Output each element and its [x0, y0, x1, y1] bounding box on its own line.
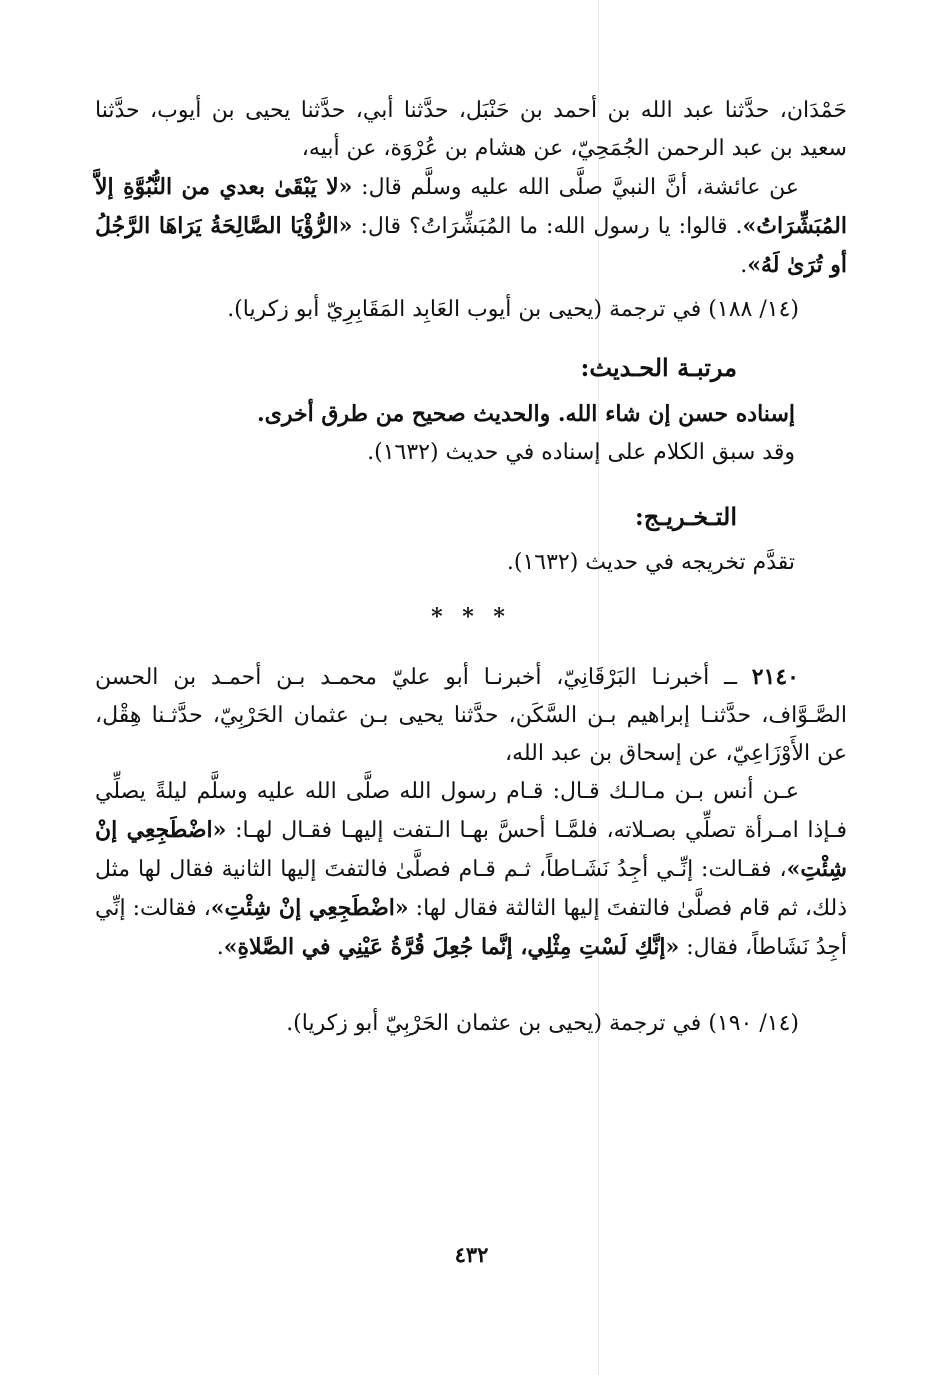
document-page — [95, 92, 847, 1043]
hadith-quote-1: «لا يَبْقَىٰ بعدي من النُّبُوَّةِ إلاَّ المُبَشِّرَاتُ» — [95, 174, 847, 239]
page-number: ٤٣٢ — [454, 1242, 489, 1267]
grading-statement: إسناده حسن إن شاء الله. والحديث صحيح من طرق أخرى. — [256, 401, 795, 427]
hadith-number: ٢١٤٠ — [751, 664, 799, 690]
hadith-text-2-part-c: ، فقـالت: إنِّـي أجِدُ نَشَـاطاً، ثـم قـام فصلَّىٰ فالتفتَ إليها الثانية فقال لها مثل ذلك، ثم قام فصلَّىٰ فالتفتَ إليها الثالثة فقال لها: — [95, 857, 847, 921]
chain-of-narration-2-text: ــ أخبرنـا البَرْقَانِيّ، أخبرنـا أبو عليّ محمـد بـن أحمـد بن الحسن الصَّـوَّاف، حدَّثنـا إبراهيم بـن السَّكَن، حدَّثنا يحيى بـن عثمان الحَرْبِيّ، حدَّثـنا هِقْل، عن الأَوْزَاعِيّ، عن إسحاق بن عبد الله، — [95, 665, 847, 766]
hadith-text-1-mid: . قالوا: يا رسول الله: ما المُبَشِّرَاتُ؟ قال: — [352, 214, 743, 239]
chain-of-narration-2 — [95, 658, 847, 773]
takhrij-heading: التـخـريـج: — [634, 502, 737, 531]
chain-of-narration-1: حَمْدَان، حدَّثنا عبد الله بن أحمد بن حَنْبَل، حدَّثنا أبي، حدَّثنا يحيى بن أيوب، حدَّثنا سعيد بن عبد الرحمن الجُمَحِيّ، عن هشام بن عُرْوَة، عن أبيه، — [95, 98, 847, 161]
grading-line-2: وقد سبق الكلام على إسناده في حديث (١٦٣٢). — [367, 440, 795, 465]
hadith-text-2-part-e: ، فقالت: إنِّي أجِدُ نَشَاطاً، فقال: — [95, 896, 847, 960]
source-reference-2: (١٤/ ١٩٠) في ترجمة (يحيى بن عثمان الحَرْبِيّ أبو زكريا). — [286, 1011, 799, 1036]
hadith-text-1-end: . — [740, 253, 748, 278]
hadith-text-1-intro: عن عائشة، أنَّ النبيَّ صلَّى الله عليه وسلَّم قال: — [352, 175, 800, 200]
hadith-text-2-part-a: عـن أنس بـن مـالـك قـال: قـام رسول الله صلَّى الله عليه وسلَّم ليلةً يصلِّي فـإذا امـرأة تصلِّي بصـلاته، فلمَّـا أحسَّ بهـا الـتفت إليهـا فقـال لهـا: — [95, 779, 847, 843]
grading-line-1 — [95, 395, 795, 434]
grading-heading: مرتبـة الحـديث: — [580, 353, 737, 382]
source-reference-1: (١٤/ ١٨٨) في ترجمة (يحيى بن أيوب العَابِد المَقَابِرِيّ أبو زكريا). — [227, 297, 799, 322]
hadith-quote-4: «اضْطَجِعِي إنْ شِئْتِ» — [210, 895, 409, 921]
hadith-quote-3: «اضْطَجِعِي إنْ شِئْتِ» — [95, 817, 847, 882]
takhrij-line: تقدَّم تخريجه في حديث (١٦٣٢). — [506, 550, 795, 575]
grading-section — [95, 395, 795, 472]
hadith-quote-5: «إنَّكِ لَسْتِ مِثْلِي، إنَّما جُعِلَ قُرَّةُ عَيْنِي في الصَّلاةِ» — [223, 934, 680, 960]
hadith-text-1 — [95, 168, 847, 285]
hadith-quote-2: «الرُّؤْيَا الصَّالِحَةُ يَرَاهَا الرَّجُلُ أو تُرَىٰ لَهُ» — [95, 213, 847, 278]
hadith-text-2-end: . — [216, 935, 224, 960]
hadith-text-2 — [95, 773, 847, 967]
section-separator: * * * — [431, 604, 511, 630]
